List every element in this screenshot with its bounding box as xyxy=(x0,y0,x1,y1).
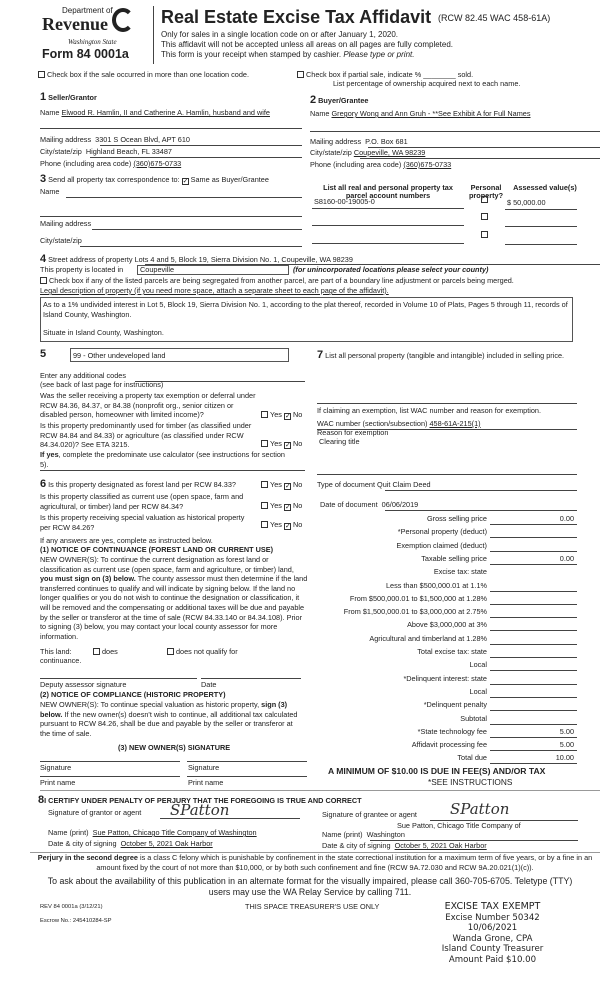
does-not-checkbox[interactable]: does not qualify for xyxy=(167,648,238,656)
legal-desc-label: Legal description of property (if you need more space, attach a separate sheet to each page of the affidavit). xyxy=(40,286,389,295)
parcel-col-header: List all real and personal property tax parcel account numbers xyxy=(323,183,453,201)
list-percentage-note: List percentage of ownership acquired next to each name. xyxy=(333,79,521,88)
seller-name-field[interactable]: Name Elwood R. Hamlin, II and Catherine A. Hamlin, husband and wife xyxy=(40,108,270,117)
tax-row-label: Subtotal xyxy=(460,713,487,723)
tax-row-label: Total excise tax: state xyxy=(417,647,487,656)
tax-row-label: Less than $500,000.01 at 1.1% xyxy=(385,580,487,590)
personal-property-prompt: 7 List all personal property (tangible and intangible) included in selling price. xyxy=(317,349,565,361)
buyer-mailing-field[interactable]: Mailing address P.O. Box 681 xyxy=(310,137,408,146)
street-address-field[interactable]: 4 Street address of property Lots 4 and 5, Block 19, Sierra Division No. 1, Coupeville, WA 98239 xyxy=(40,253,353,265)
tax-row-label: *Delinquent penalty xyxy=(423,700,487,710)
form-number: Form 84 0001a xyxy=(42,47,129,61)
grantor-signature[interactable]: SPatton xyxy=(170,801,230,819)
stamp-l3: 10/06/2021 xyxy=(467,923,518,933)
tax-row-label: Total due xyxy=(457,753,487,763)
buyer-name-field[interactable]: Name Gregory Wong and Ann Gruh - **See Exhibit A for Full Names xyxy=(310,109,531,118)
q-current-use-yesno[interactable]: Yes ✓ No xyxy=(261,502,302,511)
seller-city-field[interactable]: City/state/zip Highland Beach, FL 33487 xyxy=(40,147,172,156)
notice-compliance-text: NEW OWNER(S): To continue special valuation as historic property, sign (3) below. If the new owner(s) doesn't wish to continue, all additional tax calculated pursuant to RCW 84.26, shall be due and payable by the seller or transferor at the time of sale. xyxy=(40,700,298,738)
see-back-note: (see back of last page for instructions) xyxy=(40,380,164,389)
q-historic-yesno[interactable]: Yes ✓ No xyxy=(261,521,302,530)
grantor-name-field[interactable]: Name (print) Sue Patton, Chicago Title Company of Washington xyxy=(48,828,257,837)
tax-row-label: Excise tax: state xyxy=(433,567,487,577)
q-timber-yesno[interactable]: Yes ✓ No xyxy=(261,440,302,449)
tax-row-value[interactable]: 10.00 xyxy=(555,753,574,763)
additional-codes-field[interactable]: Enter any additional codes xyxy=(40,371,126,380)
tax-row-label: From $1,500,000.01 to $3,000,000 at 2.75% xyxy=(343,607,487,617)
this-land-label: This land: xyxy=(40,647,72,656)
personal-property-checkbox[interactable] xyxy=(481,231,490,239)
located-label: This property is located in xyxy=(40,265,124,274)
notice-compliance-title: (2) NOTICE OF COMPLIANCE (HISTORIC PROPERTY) xyxy=(40,690,226,699)
assessed-value[interactable]: $ 50,000.00 xyxy=(507,198,546,207)
assessed-col-header: Assessed value(s) xyxy=(513,183,577,192)
grantee-signature-label: Signature of grantee or agent xyxy=(322,810,417,819)
buyer-phone-field[interactable]: Phone (including area code) (360)675-0733 xyxy=(310,160,452,169)
stamp-l6: Amount Paid $10.00 xyxy=(448,954,537,965)
if-yes-note: If yes, complete the predominate use calculator (see instructions for section 5). xyxy=(40,450,285,469)
stamp-l5: Island County Treasurer xyxy=(441,944,544,954)
s3-city-label: City/state/zip xyxy=(40,236,82,245)
certify-heading: 8I CERTIFY UNDER PENALTY OF PERJURY THAT THE FOREGOING IS TRUE AND CORRECT xyxy=(38,794,362,806)
revenue-logo-text: Revenue xyxy=(42,14,108,34)
section5-num: 5 xyxy=(40,348,47,360)
header-line-2: This affidavit will not be accepted unless all areas on all pages are fully completed. xyxy=(161,40,454,49)
legal-description-box[interactable] xyxy=(40,297,573,342)
q-historic: Is this property receiving special valuation as historical property per RCW 84.26? xyxy=(40,513,245,532)
buyer-heading: 2 Buyer/Grantee xyxy=(310,94,369,106)
page-title: Real Estate Excise Tax Affidavit xyxy=(161,7,432,27)
stamp-l4: Wanda Grone, CPA xyxy=(452,933,533,944)
personal-property-checkbox[interactable] xyxy=(481,213,490,221)
seller-mailing-field[interactable]: Mailing address 3301 S Ocean Blvd, APT 610 xyxy=(40,135,190,144)
tax-row-label: Taxable selling price xyxy=(421,553,487,563)
tax-row-label: *Personal property (deduct) xyxy=(397,527,487,537)
reason-value[interactable]: Clearing title xyxy=(319,437,360,446)
tax-row-label: From $500,000.01 to $1,500,000 at 1.28% xyxy=(349,593,487,603)
signature-label-2: Signature xyxy=(188,763,220,772)
s3-mail-label: Mailing address xyxy=(40,219,92,228)
seller-heading: 1 Seller/Grantor xyxy=(40,91,97,103)
signature-label-1: Signature xyxy=(40,763,72,772)
multi-location-checkbox[interactable]: Check box if the sale occurred in more than one location code. xyxy=(38,71,249,79)
tax-row-label: Gross selling price xyxy=(426,514,487,523)
personal-col-header: Personal property? xyxy=(468,183,504,201)
if-any-yes: If any answers are yes, complete as instructed below. xyxy=(40,536,213,545)
notice-continuance-title: (1) NOTICE OF CONTINUANCE (FOREST LAND OR CURRENT USE) xyxy=(40,545,274,554)
grantor-signature-label: Signature of grantor or agent xyxy=(48,808,142,817)
exemption-prompt: If claiming an exemption, list WAC number and reason for exemption. xyxy=(317,406,542,415)
seller-phone-field[interactable]: Phone (including area code) (360)675-0733 xyxy=(40,159,182,168)
print-name-label-1: Print name xyxy=(40,778,76,787)
grantee-signature[interactable]: SPatton xyxy=(450,800,510,818)
tax-row-value[interactable]: 5.00 xyxy=(559,740,574,750)
section3-heading: 3 Send all property tax correspondence to: ✓ Same as Buyer/Grantee xyxy=(40,173,269,185)
rev-number: REV 84 0001a (3/12/21) xyxy=(40,904,103,910)
wac-number-field[interactable]: WAC number (section/subsection) 458-61A-215(1) xyxy=(317,419,481,428)
same-as-buyer-checkbox[interactable]: ✓ xyxy=(182,178,189,185)
q-timber: Is this property predominantly used for timber (as classified under RCW 84.84 and 84.33) or agriculture (as classified under RCW 84.34.020)? See ETA 3215. xyxy=(40,421,252,450)
tax-row-label: *Delinquent interest: state xyxy=(403,673,487,683)
header-line-3: This form is your receipt when stamped by cashier. Please type or print. xyxy=(161,50,415,59)
continuance-label: continuance. xyxy=(40,656,82,665)
tax-row-label: Local xyxy=(469,660,487,670)
q-forest-yesno[interactable]: Yes ✓ No xyxy=(261,481,302,490)
grantee-name-1[interactable]: Sue Patton, Chicago Title Company of xyxy=(397,821,521,830)
q-exemption: Was the seller receiving a property tax exemption or deferral under RCW 84.36, 84.37, or 84.38 (nonprofit org., senior citizen or disabled person, homeowner with limited income)? xyxy=(40,391,256,420)
s3-name-label: Name xyxy=(40,187,60,196)
notice-continuance-text: NEW OWNER(S): To continue the current designation as forest land or classification as current use (open space, farm and agriculture, or timber) land, you must sign on (3) below. The county assessor must then determine if the land transferred continues to qualify and will indicate by signing below. If the land no longer qualifies or you do not wish to continue the designation or classification, it will be removed and the compensating or additional taxes will be due and payable by the seller or transferor at the time of sale (RCW 84.33.140 or 84.34.108). Prior to signing (3) below, you may contact your local county assessor for more information. xyxy=(40,555,308,641)
tax-row-value[interactable]: 5.00 xyxy=(559,726,574,736)
escrow-number: Escrow No.: 245410284-SP xyxy=(40,918,112,924)
treasurer-use-label: THIS SPACE TREASURER'S USE ONLY xyxy=(245,902,380,911)
treasurer-stamp xyxy=(430,902,555,965)
minimum-due-notice: A MINIMUM OF $10.00 IS DUE IN FEE(S) AND/OR TAX xyxy=(328,766,546,776)
tax-row-label: Local xyxy=(469,686,487,696)
location-select[interactable]: Coupeville xyxy=(137,265,289,275)
print-name-label-2: Print name xyxy=(188,778,224,787)
legal-desc-1: As to a 1% undivided interest in Lot 5, Block 19, Sierra Division No. 1, according to the plat thereof, recorded in Volume 10 of Plats, Pages 5 through 11, records of Island County, Washington. xyxy=(43,300,568,319)
legal-desc-2: Situate in Island County, Washington. xyxy=(43,328,164,338)
q-exemption-yesno[interactable]: Yes ✓ No xyxy=(261,411,302,420)
tax-row-label: *State technology fee xyxy=(417,726,487,736)
grantee-date-field[interactable]: Date & city of signing October 5, 2021 Oak Harbor xyxy=(322,841,487,850)
document-date-field[interactable]: Date of document 06/06/2019 xyxy=(320,500,419,509)
tax-row-label: Agricultural and timberland at 1.28% xyxy=(369,633,487,643)
deputy-date-label: Date xyxy=(201,680,217,689)
perjury-notice: Perjury in the second degree is a class C felony which is punishable by confinement in the state correctional institution for a maximum term of five years, or by a fine in an amount fixed by the court of not more than $10,000, or by both such confinement and fine (RCW 9A.72.030 and RCW 9A.20.021(1)(c)). xyxy=(37,853,593,872)
personal-property-checkbox[interactable] xyxy=(481,196,490,204)
q-forest: 6 Is this property designated as forest land per RCW 84.33? xyxy=(40,478,236,490)
new-owner-sig-title: (3) NEW OWNER(S) SIGNATURE xyxy=(118,743,231,752)
segregate-checkbox[interactable]: Check box if any of the listed parcels are being segregated from another parcel, are part of a boundary line adjustment or parcels being merged. xyxy=(40,277,514,285)
grantor-date-field[interactable]: Date & city of signing October 5, 2021 Oak Harbor xyxy=(48,839,213,848)
grantee-name-field[interactable]: Name (print) Washington xyxy=(322,830,405,839)
rcw-ref: (RCW 82.45 WAC 458-61A) xyxy=(438,13,551,23)
partial-sale-checkbox[interactable]: Check box if partial sale, indicate % ________ sold. xyxy=(297,71,473,79)
tax-row-label: Above $3,000,000 at 3% xyxy=(407,620,487,630)
deputy-sig-label: Deputy assessor signature xyxy=(40,680,127,689)
tax-row-label: Affidavit processing fee xyxy=(411,740,487,750)
header-divider xyxy=(153,6,154,64)
does-checkbox[interactable]: does xyxy=(93,648,118,656)
tax-row-value[interactable]: 0.00 xyxy=(559,553,574,563)
dept-label: Department of xyxy=(62,6,113,15)
located-note: (for unincorporated locations please select your county) xyxy=(293,265,489,274)
buyer-city-field[interactable]: City/state/zip Coupeville, WA 98239 xyxy=(310,148,426,157)
reason-label: Reason for exemption xyxy=(317,428,389,437)
land-use-code-select[interactable]: 99 - Other undeveloped land xyxy=(70,348,289,362)
q-current-use: Is this property classified as current use (open space, farm and agricultural, or timber) land per RCW 84.34? xyxy=(40,492,244,511)
revenue-logo-icon xyxy=(112,8,134,32)
header-line-1: Only for sales in a single location code on or after January 1, 2020. xyxy=(161,30,399,39)
state-label: Washington State xyxy=(68,38,117,46)
tax-row-value[interactable]: 0.00 xyxy=(559,514,574,523)
document-type-field[interactable]: Type of document Quit Claim Deed xyxy=(317,480,431,489)
stamp-l1: EXCISE TAX EXEMPT xyxy=(444,901,541,912)
parcel-number[interactable]: S8160-00-19005-0 xyxy=(314,197,375,206)
accessibility-notice: To ask about the availability of this publication in an alternate format for the visually impaired, please call 360-705-6705. Teletype (TTY) users may use the WA Relay Service by calling 711. xyxy=(47,876,573,897)
tax-row-label: Exemption claimed (deduct) xyxy=(396,540,487,550)
see-instructions: *SEE INSTRUCTIONS xyxy=(428,777,513,787)
stamp-l2: Excise Number 50342 xyxy=(445,912,540,923)
